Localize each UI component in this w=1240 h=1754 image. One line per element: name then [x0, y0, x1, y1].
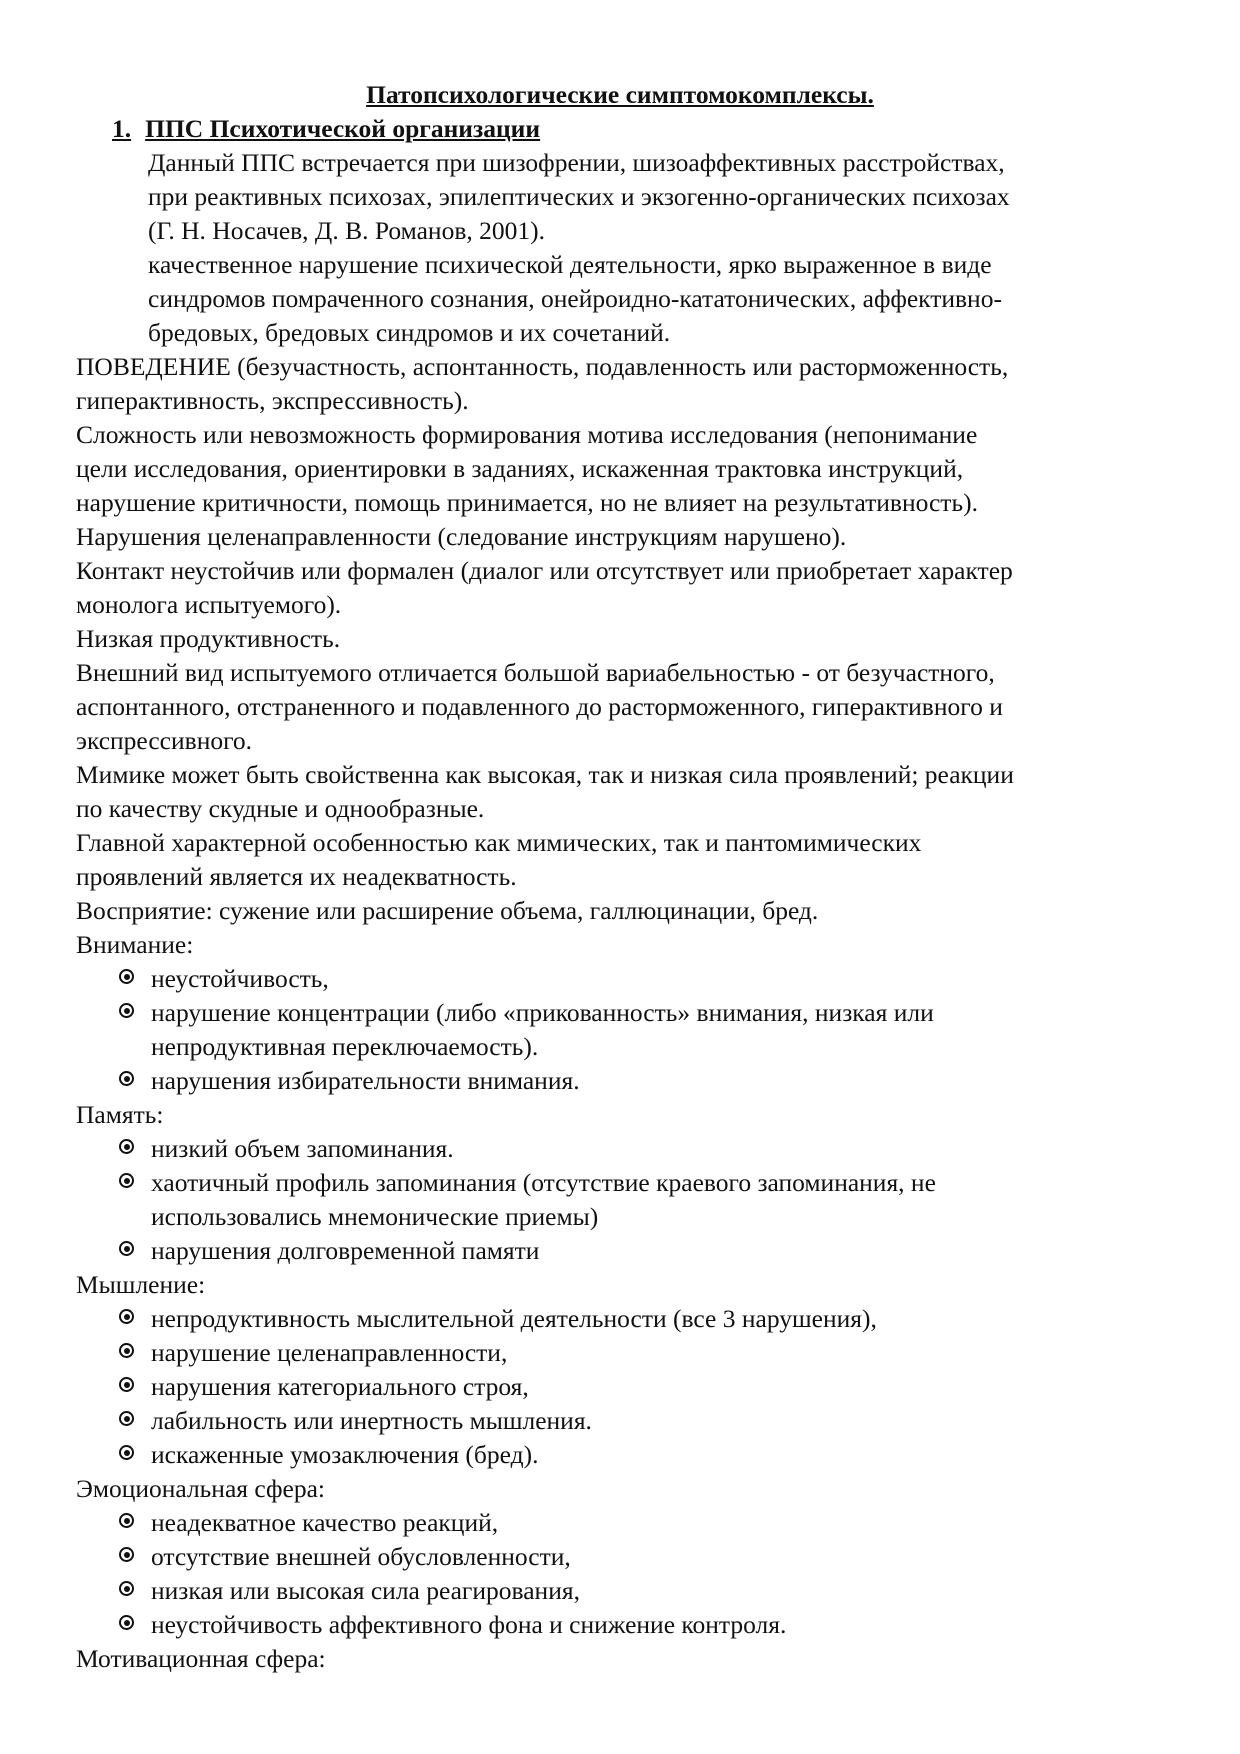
text-line: цели исследования, ориентировки в заданиях, искаженная трактовка инструкций,: [76, 454, 964, 483]
attention-list: [76, 962, 1176, 1098]
radio-bullet-icon: [119, 969, 134, 984]
memory-list: [76, 1132, 1176, 1268]
text-line: ПОВЕДЕНИЕ (безучастность, аспонтанность, подавленность или расторможенность,: [76, 352, 1009, 381]
list-item: [76, 1302, 1176, 1336]
list-item: [76, 1540, 1176, 1574]
appearance-paragraph: [76, 656, 1176, 758]
text-line: аспонтанного, отстраненного и подавленного до расторможенного, гиперактивного и: [76, 692, 1003, 721]
text-line: отсутствие внешней обусловленности,: [151, 1542, 571, 1571]
section-number: 1.: [112, 114, 132, 143]
text-line: нарушения категориального строя,: [151, 1372, 529, 1401]
text-line: Сложность или невозможность формирования мотива исследования (непонимание: [76, 420, 978, 449]
text-line: лабильность или инертность мышления.: [151, 1406, 592, 1435]
text-line: низкая или высокая сила реагирования,: [151, 1576, 580, 1605]
intro-paragraph: [76, 248, 1176, 350]
text-line: нарушение концентрации (либо «прикованность» внимания, низкая или: [151, 998, 934, 1027]
text-line: синдромов помраченного сознания, онейроидно-кататонических, аффективно-: [148, 284, 1002, 313]
thinking-list: [76, 1302, 1176, 1472]
text-line: нарушения долговременной памяти: [151, 1236, 540, 1265]
text-line: нарушение целенаправленности,: [151, 1338, 508, 1367]
list-item: [76, 1234, 1176, 1268]
text-line: гиперактивность, экспрессивность).: [76, 386, 469, 415]
attention-label: Внимание:: [76, 930, 194, 959]
list-item: [76, 1166, 1176, 1234]
text-line: Внешний вид испытуемого отличается большой вариабельностью - от безучастного,: [76, 658, 995, 687]
radio-bullet-icon: [119, 1615, 134, 1630]
radio-bullet-icon: [119, 1003, 134, 1018]
mimicry-paragraph: [76, 758, 1176, 826]
radio-bullet-icon: [119, 1139, 134, 1154]
text-line: искаженные умозаключения (бред).: [151, 1440, 539, 1469]
inadequacy-paragraph: [76, 826, 1176, 894]
emotion-label: Эмоциональная сфера:: [76, 1474, 325, 1503]
text-line: неустойчивость,: [151, 964, 329, 993]
contact-paragraph: [76, 554, 1176, 622]
radio-bullet-icon: [119, 1411, 134, 1426]
text-line: (Г. Н. Носачев, Д. В. Романов, 2001).: [148, 216, 545, 245]
text-line: неустойчивость аффективного фона и снижение контроля.: [151, 1610, 787, 1639]
motive-paragraph: [76, 418, 1176, 520]
text-line: Нарушения целенаправленности (следование инструкциям нарушено).: [76, 522, 847, 551]
perception-paragraph: [76, 894, 1176, 928]
text-line: Низкая продуктивность.: [76, 624, 341, 653]
text-line: Главной характерной особенностью как мимических, так и пантомимических: [76, 828, 922, 857]
radio-bullet-icon: [119, 1377, 134, 1392]
text-line: нарушение критичности, помощь принимается, но не влияет на результативность).: [76, 488, 978, 517]
radio-bullet-icon: [119, 1513, 134, 1528]
purposefulness-paragraph: [76, 520, 1176, 554]
radio-bullet-icon: [119, 1173, 134, 1188]
section-heading-text: ППС Психотической организации: [145, 114, 541, 143]
list-item: [76, 1370, 1176, 1404]
radio-bullet-icon: [119, 1309, 134, 1324]
text-line: использовались мнемонические приемы): [151, 1202, 599, 1231]
thinking-label: Мышление:: [76, 1270, 206, 1299]
text-line: Контакт неустойчив или формален (диалог или отсутствует или приобретает характер: [76, 556, 1013, 585]
radio-bullet-icon: [119, 1343, 134, 1358]
document-body: [76, 146, 1176, 1676]
text-line: бредовых, бредовых синдромов и их сочетаний.: [148, 318, 671, 347]
productivity-paragraph: [76, 622, 1176, 656]
text-line: Данный ППС встречается при шизофрении, шизоаффективных расстройствах,: [148, 148, 1005, 177]
list-item: [76, 1064, 1176, 1098]
section-heading: [112, 112, 540, 146]
list-item: [76, 1404, 1176, 1438]
text-line: Мимике может быть свойственна как высокая, так и низкая сила проявлений; реакции: [76, 760, 1014, 789]
text-line: непродуктивная переключаемость).: [151, 1032, 539, 1061]
text-line: низкий объем запоминания.: [151, 1134, 454, 1163]
text-line: неадекватное качество реакций,: [151, 1508, 499, 1537]
radio-bullet-icon: [119, 1071, 134, 1086]
radio-bullet-icon: [119, 1547, 134, 1562]
motivation-label: Мотивационная сфера:: [76, 1644, 326, 1673]
list-item: [76, 1336, 1176, 1370]
list-item: [76, 1608, 1176, 1642]
text-line: проявлений является их неадекватность.: [76, 862, 517, 891]
behavior-paragraph: [76, 350, 1176, 418]
list-item: [76, 1506, 1176, 1540]
text-line: монолога испытуемого).: [76, 590, 342, 619]
intro-paragraph: [76, 146, 1176, 248]
list-item: [76, 1132, 1176, 1166]
list-item: [76, 1438, 1176, 1472]
radio-bullet-icon: [119, 1581, 134, 1596]
radio-bullet-icon: [119, 1241, 134, 1256]
text-line: экспрессивного.: [76, 726, 253, 755]
radio-bullet-icon: [119, 1445, 134, 1460]
text-line: непродуктивность мыслительной деятельности (все 3 нарушения),: [151, 1304, 877, 1333]
list-item: [76, 996, 1176, 1064]
text-line: по качеству скудные и однообразные.: [76, 794, 485, 823]
text-line: нарушения избирательности внимания.: [151, 1066, 580, 1095]
emotion-list: [76, 1506, 1176, 1642]
text-line: качественное нарушение психической деятельности, ярко выраженное в виде: [148, 250, 992, 279]
page-title: Патопсихологические симптомокомплексы.: [366, 80, 874, 109]
text-line: при реактивных психозах, эпилептических и экзогенно-органических психозах: [148, 182, 1010, 211]
memory-label: Память:: [76, 1100, 164, 1129]
list-item: [76, 1574, 1176, 1608]
list-item: [76, 962, 1176, 996]
text-line: Восприятие: сужение или расширение объема, галлюцинации, бред.: [76, 896, 819, 925]
text-line: хаотичный профиль запоминания (отсутствие краевого запоминания, не: [151, 1168, 936, 1197]
